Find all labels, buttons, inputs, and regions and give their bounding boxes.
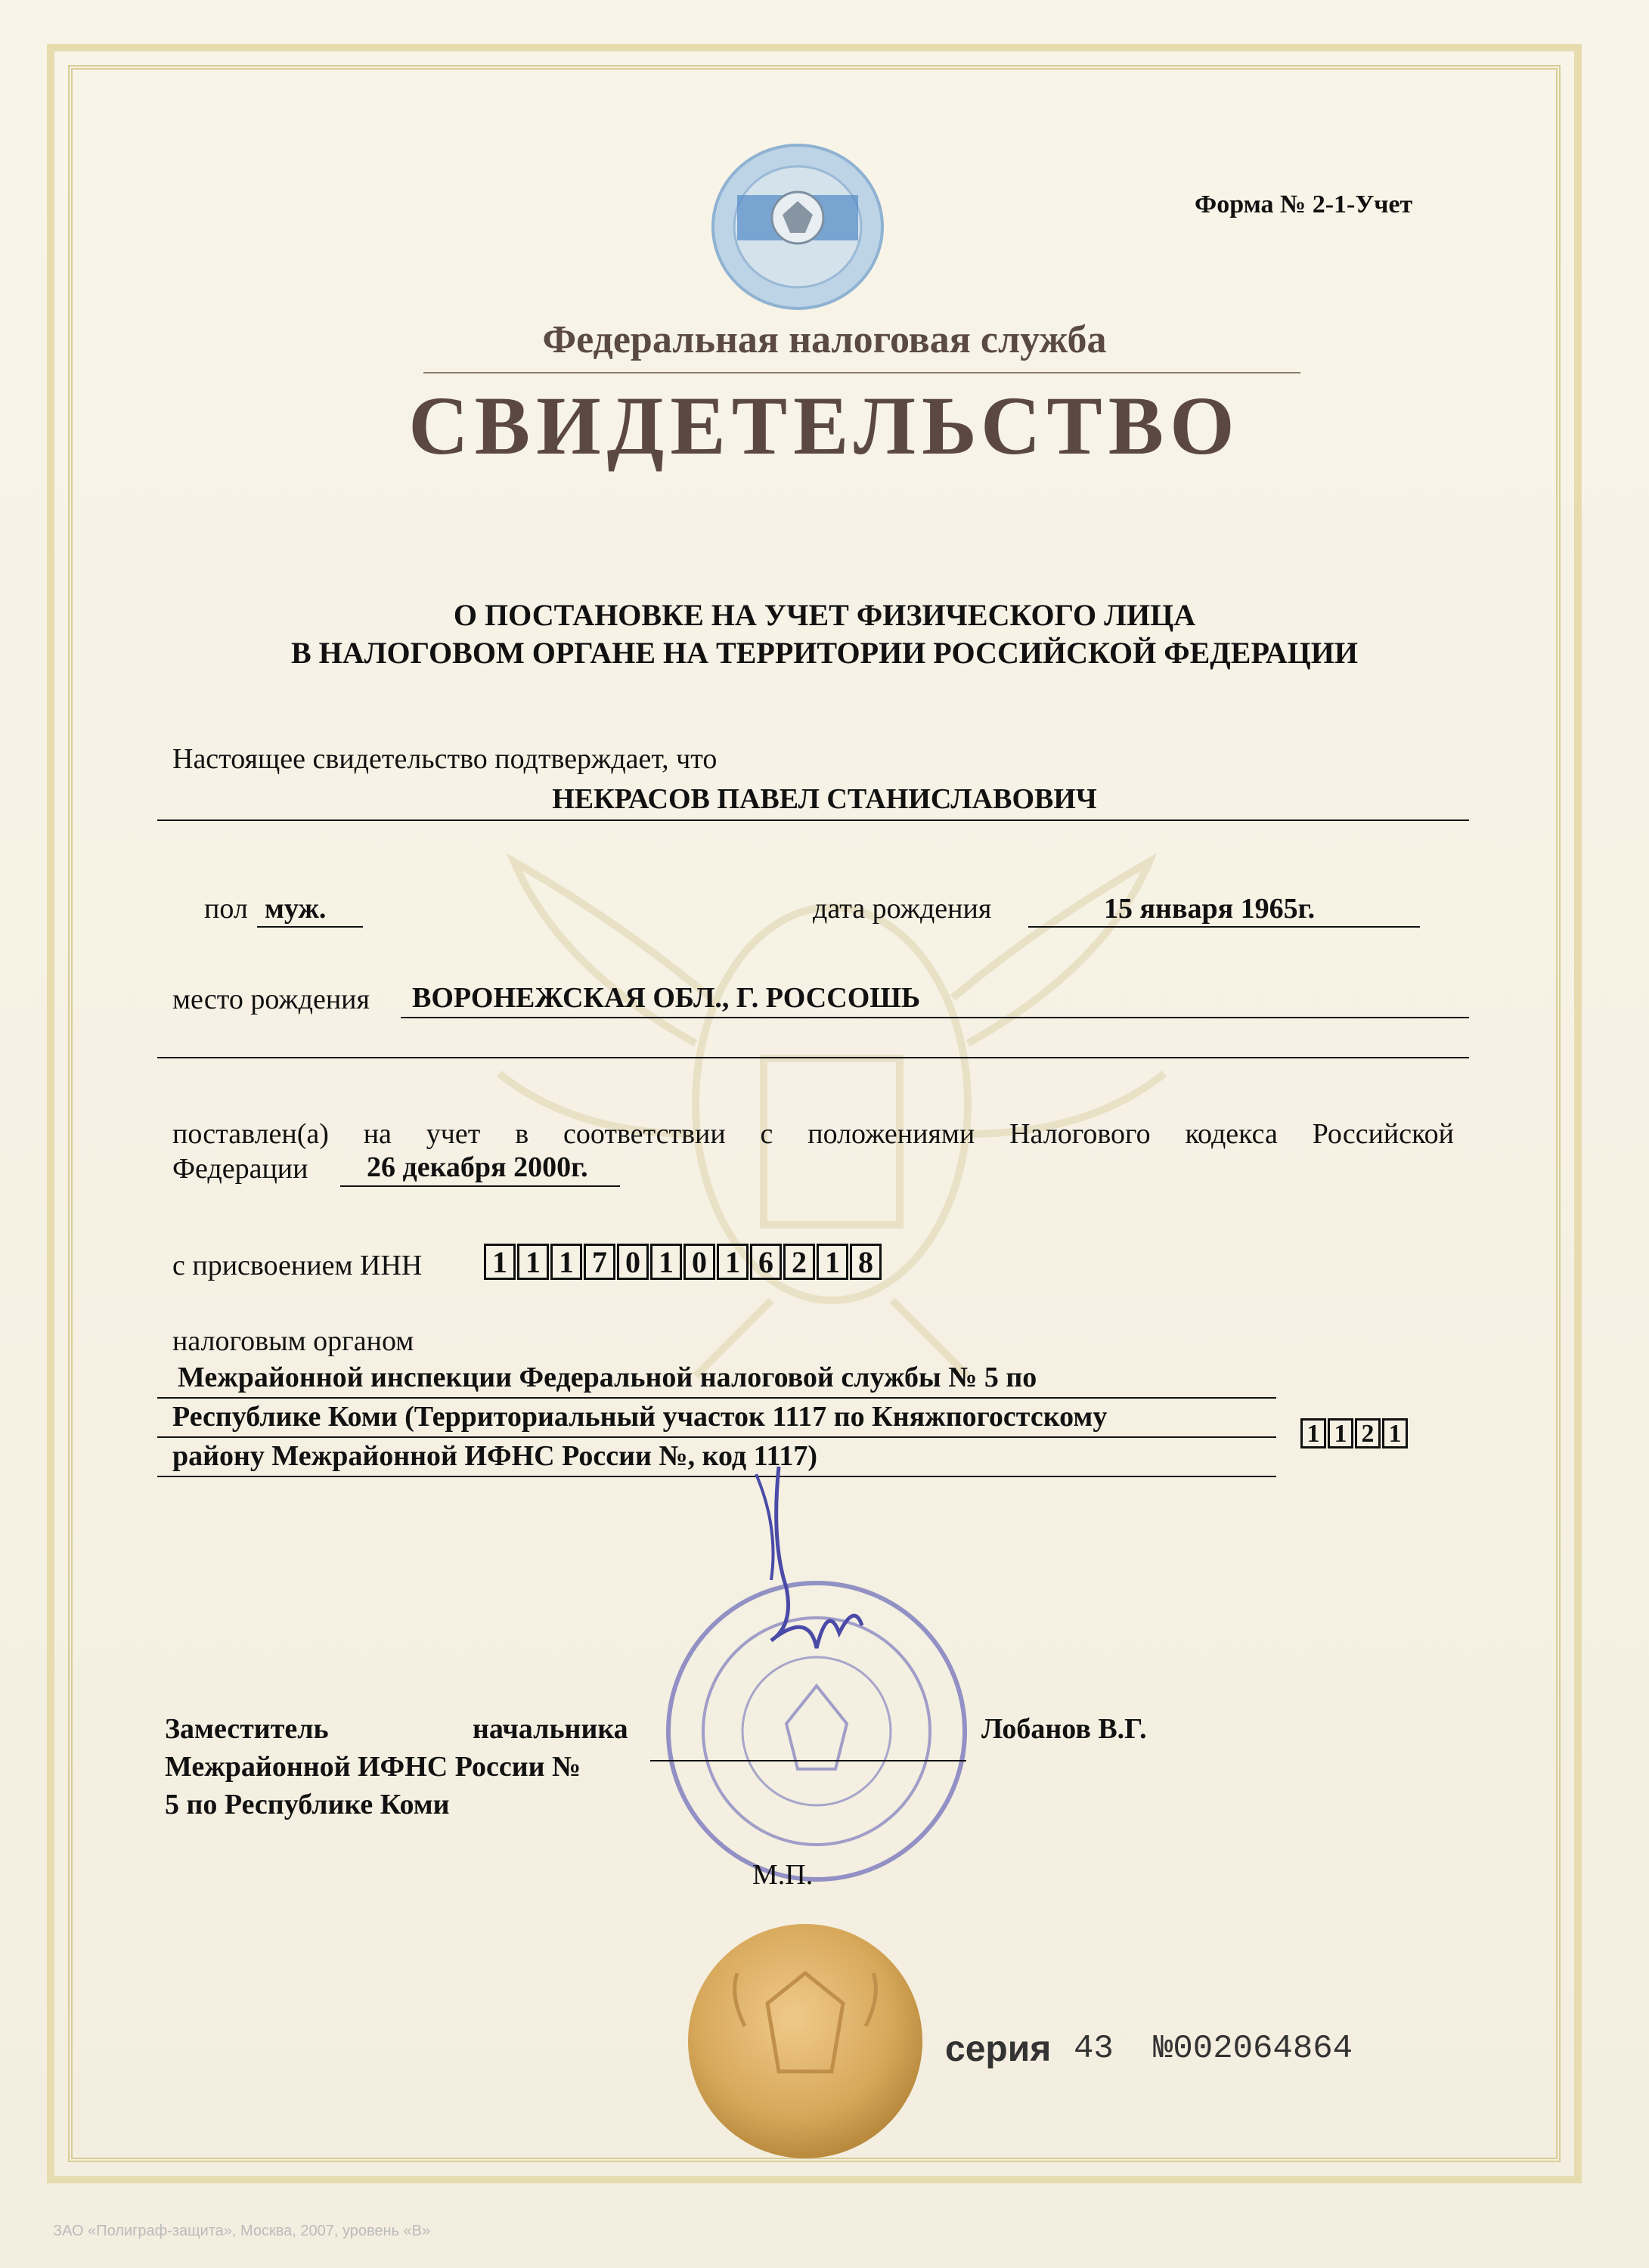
series-value: 43 — [1074, 2030, 1114, 2068]
registration-date: 26 декабря 2000г. — [367, 1151, 588, 1183]
inn-box-10: 2 — [783, 1244, 815, 1280]
birth-date-value: 15 января 1965г. — [1104, 893, 1316, 925]
position-word-2: начальника — [473, 1713, 628, 1745]
inn-box-9: 6 — [750, 1244, 782, 1280]
registration-date-underline — [340, 1185, 620, 1187]
inn-box-11: 1 — [817, 1244, 848, 1280]
signature-line — [650, 1760, 966, 1761]
stamp-place-label: М.П. — [752, 1859, 814, 1891]
authority-underline-3 — [157, 1476, 1276, 1477]
authority-line-1: Межрайонной инспекции Федеральной налоговой службы № 5 по — [178, 1362, 1037, 1393]
authority-code-box-4: 1 — [1382, 1418, 1408, 1448]
authority-line-3: району Межрайонной ИФНС России №, код 1117) — [172, 1440, 818, 1472]
sex-value: муж. — [265, 893, 327, 925]
authority-code-box-1: 1 — [1300, 1418, 1326, 1448]
subtitle-line-2: В НАЛОГОВОМ ОРГАНЕ НА ТЕРРИТОРИИ РОССИЙСКОЙ ФЕДЕРАЦИИ — [291, 636, 1358, 670]
inn-box-6: 1 — [650, 1244, 682, 1280]
inn-box-4: 7 — [584, 1244, 615, 1280]
inn-box-1: 1 — [484, 1244, 516, 1280]
certificate-title: СВИДЕТЕЛЬСТВО — [408, 380, 1241, 472]
form-number: Форма № 2-1-Учет — [1195, 191, 1413, 218]
serial-number: №002064864 — [1153, 2030, 1353, 2068]
full-name: НЕКРАСОВ ПАВЕЛ СТАНИСЛАВОВИЧ — [552, 783, 1097, 815]
sex-label: пол — [204, 893, 248, 925]
header-rule — [423, 372, 1300, 373]
sex-underline — [257, 926, 363, 928]
position-line-2: Межрайонной ИФНС России № — [165, 1751, 581, 1783]
subtitle-line-1: О ПОСТАНОВКЕ НА УЧЕТ ФИЗИЧЕСКОГО ЛИЦА — [453, 598, 1196, 632]
authority-line-2: Республике Коми (Территориальный участок 1117 по Княжпогостскому — [172, 1401, 1108, 1433]
series-label: серия — [945, 2029, 1052, 2069]
federation-label: Федерации — [172, 1153, 308, 1185]
service-name: Федеральная налоговая служба — [542, 318, 1107, 361]
intro-text: Настоящее свидетельство подтверждает, что — [172, 743, 718, 775]
position-word-1: Заместитель — [165, 1713, 329, 1745]
position-line-3: 5 по Республике Коми — [165, 1789, 450, 1820]
inn-label: с присвоением ИНН — [172, 1250, 423, 1281]
registered-text: поставлен(а) на учет в соответствии с положениями Налогового кодекса Российской — [172, 1118, 1454, 1150]
birth-place-value: ВОРОНЕЖСКАЯ ОБЛ., Г. РОССОШЬ — [412, 982, 921, 1014]
inn-box-2: 1 — [517, 1244, 549, 1280]
signer-name: Лобанов В.Г. — [981, 1713, 1147, 1745]
inn-box-12: 8 — [850, 1244, 882, 1280]
handwritten-signature — [726, 1452, 907, 1678]
birth-place-underline — [401, 1017, 1469, 1018]
authority-label: налоговым органом — [172, 1325, 414, 1357]
inn-box-7: 0 — [683, 1244, 715, 1280]
authority-underline-2 — [157, 1436, 1276, 1438]
authority-underline-1 — [157, 1397, 1276, 1399]
inn-box-8: 1 — [717, 1244, 749, 1280]
authority-code-box-3: 2 — [1355, 1418, 1381, 1448]
birth-place-label: место рождения — [172, 984, 370, 1015]
birth-date-label: дата рождения — [813, 893, 992, 925]
printer-footer: ЗАО «Полиграф-защита», Москва, 2007, уровень «В» — [53, 2223, 431, 2239]
name-underline — [157, 820, 1469, 821]
birth-place-underline-2 — [157, 1057, 1469, 1058]
authority-code-box-2: 1 — [1328, 1418, 1353, 1448]
inn-box-5: 0 — [617, 1244, 649, 1280]
gold-foil-seal — [684, 1920, 926, 2162]
fns-hologram-emblem — [707, 142, 888, 316]
birth-date-underline — [1028, 926, 1420, 928]
inn-box-3: 1 — [550, 1244, 582, 1280]
